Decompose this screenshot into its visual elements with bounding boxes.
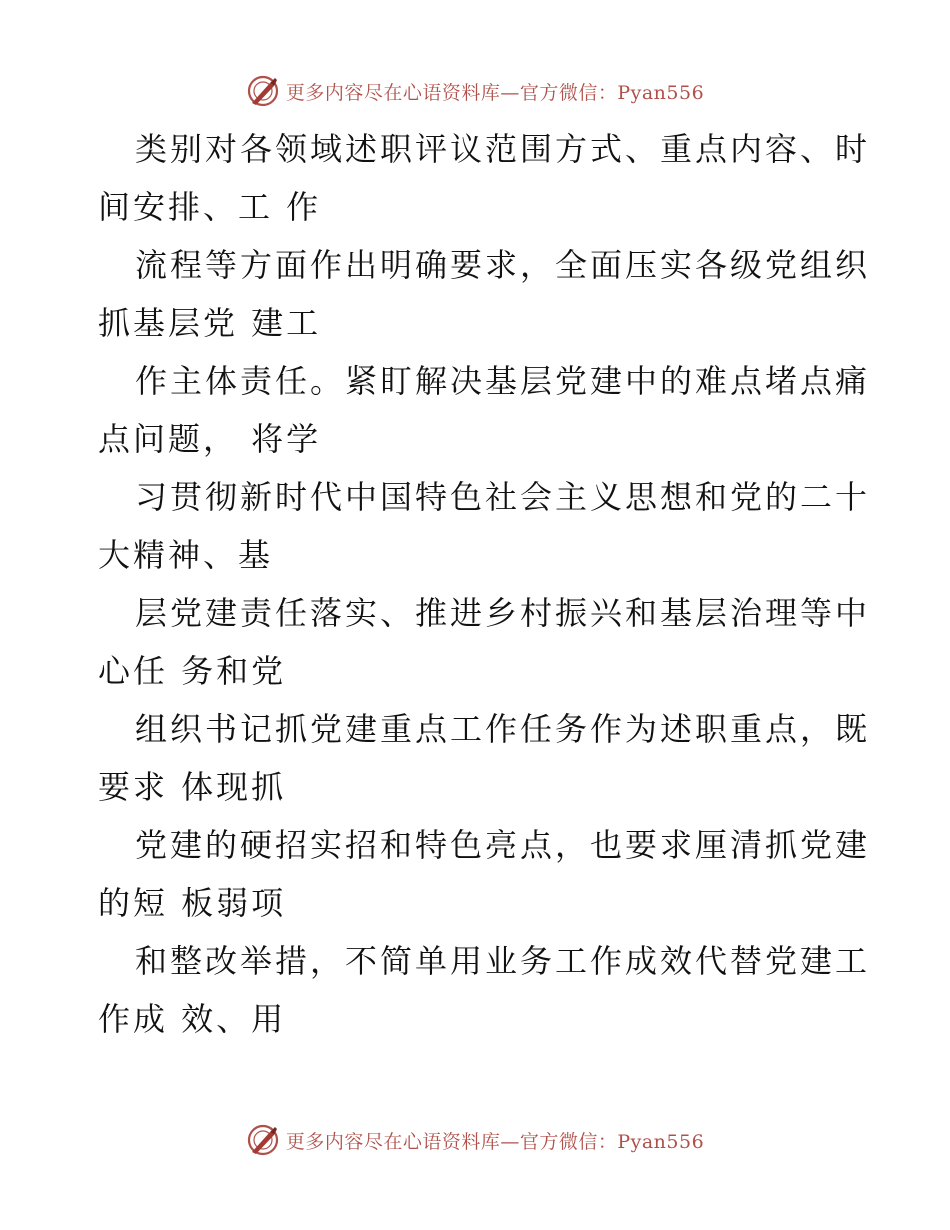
paragraph-line: 点问题， 将学 bbox=[98, 420, 322, 458]
banner-text: 更多内容尽在心语资料库—官方微信：Pyan556 bbox=[285, 81, 705, 104]
paragraph-line: 的短 板弱项 bbox=[98, 884, 287, 922]
paragraph-line: 间安排、工 作 bbox=[98, 188, 322, 226]
paragraph-line: 作成 效、用 bbox=[98, 1000, 287, 1038]
paragraph-line: 组织书记抓党建重点工作任务作为述职重点，既 bbox=[135, 710, 871, 748]
footer-watermark-banner bbox=[0, 1120, 950, 1160]
paragraph-line: 作主体责任。紧盯解决基层党建中的难点堵点痛 bbox=[135, 362, 871, 400]
pen-logo-icon bbox=[246, 1123, 280, 1157]
paragraph-line: 习贯彻新时代中国特色社会主义思想和党的二十 bbox=[135, 478, 871, 516]
paragraph-line: 党建的硬招实招和特色亮点，也要求厘清抓党建 bbox=[135, 826, 871, 864]
paragraph-line: 和整改举措，不简单用业务工作成效代替党建工 bbox=[135, 942, 871, 980]
pen-logo-icon bbox=[246, 74, 280, 108]
paragraph-line: 大精神、基 bbox=[98, 536, 274, 574]
paragraph-line: 要求 体现抓 bbox=[98, 768, 287, 806]
document-body bbox=[98, 120, 871, 1048]
banner-text: 更多内容尽在心语资料库—官方微信：Pyan556 bbox=[285, 1130, 705, 1153]
header-watermark-banner bbox=[0, 71, 950, 111]
paragraph-line: 抓基层党 建工 bbox=[98, 304, 322, 342]
paragraph-line: 层党建责任落实、推进乡村振兴和基层治理等中 bbox=[135, 594, 871, 632]
paragraph-line: 心任 务和党 bbox=[98, 652, 287, 690]
paragraph-line: 流程等方面作出明确要求，全面压实各级党组织 bbox=[135, 246, 871, 284]
paragraph-line: 类别对各领域述职评议范围方式、重点内容、时 bbox=[135, 130, 871, 168]
